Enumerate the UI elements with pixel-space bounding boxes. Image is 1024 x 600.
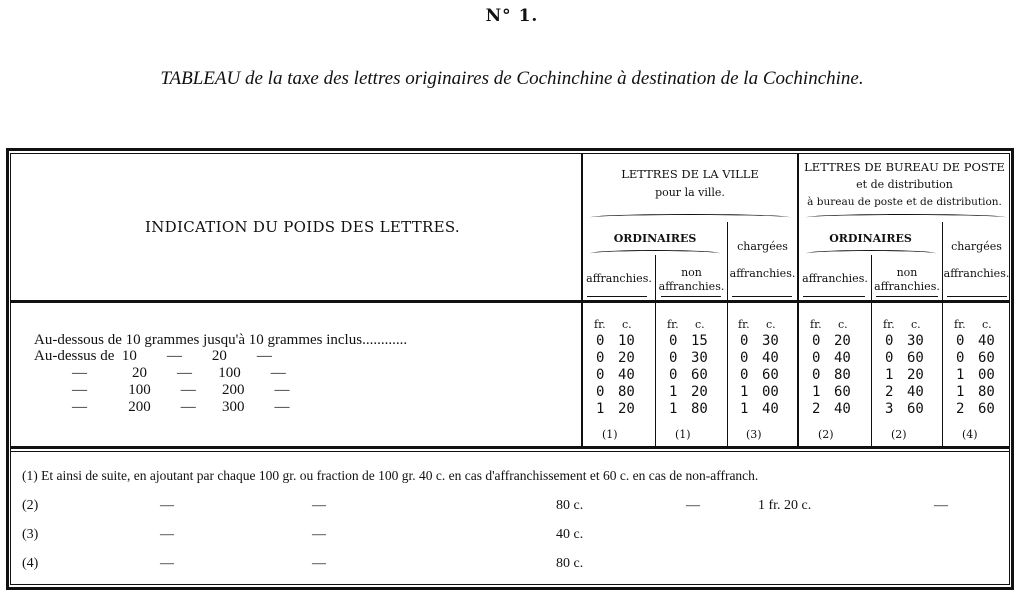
rate-centimes: 20 xyxy=(691,384,708,400)
col-chargees-affranchies: affranchies. xyxy=(943,267,1010,280)
rate-francs: 0 xyxy=(740,367,749,383)
unit-c-label: c. xyxy=(911,318,921,331)
rate-francs: 1 xyxy=(596,401,605,417)
group-title-bureau: LETTRES DE BUREAU DE POSTE xyxy=(804,160,1005,174)
rate-francs: 0 xyxy=(669,350,678,366)
group-brace xyxy=(806,214,1006,221)
rate-francs: 0 xyxy=(956,333,965,349)
divider xyxy=(10,446,1010,449)
column-note: (1) xyxy=(675,428,691,441)
unit-fr-label: fr. xyxy=(954,318,966,331)
rate-francs: 2 xyxy=(956,401,965,417)
divider xyxy=(10,451,1010,452)
rate-francs: 0 xyxy=(885,333,894,349)
column-note: (1) xyxy=(602,428,618,441)
unit-fr-label: fr. xyxy=(594,318,606,331)
rate-francs: 1 xyxy=(740,384,749,400)
rate-centimes: 30 xyxy=(907,333,924,349)
ditto-dash: — xyxy=(934,498,948,513)
column-note: (2) xyxy=(891,428,907,441)
rate-centimes: 60 xyxy=(978,350,995,366)
rate-centimes: 80 xyxy=(618,384,635,400)
column-note: (4) xyxy=(962,428,978,441)
ordinaires-brace xyxy=(590,250,720,257)
rate-centimes: 20 xyxy=(618,401,635,417)
ditto-dash: — xyxy=(160,498,174,513)
unit-c-label: c. xyxy=(838,318,848,331)
rate-centimes: 60 xyxy=(691,367,708,383)
rate-francs: 1 xyxy=(956,367,965,383)
rate-francs: 0 xyxy=(669,333,678,349)
rate-centimes: 80 xyxy=(978,384,995,400)
group-title-ville: LETTRES DE LA VILLE xyxy=(621,167,759,181)
column-rule xyxy=(803,296,865,297)
group-brace xyxy=(590,214,790,221)
unit-c-label: c. xyxy=(766,318,776,331)
footnote-num: (3) xyxy=(22,527,39,542)
column-rule xyxy=(661,296,721,297)
rate-centimes: 40 xyxy=(834,401,851,417)
column-rule xyxy=(587,296,647,297)
footnote-value: 40 c. xyxy=(556,527,584,542)
rate-centimes: 60 xyxy=(834,384,851,400)
rate-centimes: 40 xyxy=(978,333,995,349)
col-affranchies: affranchies. xyxy=(586,272,652,285)
rate-centimes: 40 xyxy=(618,367,635,383)
rate-francs: 0 xyxy=(596,384,605,400)
weight-row: Au-dessus de 10 — 20 — xyxy=(34,348,272,364)
divider xyxy=(10,300,1010,303)
rate-francs: 2 xyxy=(885,384,894,400)
rate-centimes: 15 xyxy=(691,333,708,349)
column-note: (2) xyxy=(818,428,834,441)
rate-francs: 1 xyxy=(956,384,965,400)
unit-c-label: c. xyxy=(695,318,705,331)
ditto-dash: — xyxy=(160,556,174,571)
footnote-num: (4) xyxy=(22,556,39,571)
rate-centimes: 20 xyxy=(834,333,851,349)
footnote-value: 80 c. xyxy=(556,556,584,571)
rate-francs: 0 xyxy=(956,350,965,366)
ditto-dash: — xyxy=(312,556,326,571)
document-title: TABLEAU de la taxe des lettres originaires de Cochinchine à destination de la Cochinchine. xyxy=(160,68,864,89)
ordinaires-label: ORDINAIRES xyxy=(829,232,912,245)
rate-francs: 2 xyxy=(812,401,821,417)
rate-centimes: 80 xyxy=(834,367,851,383)
weight-column-header: INDICATION DU POIDS DES LETTRES. xyxy=(145,218,461,236)
col-non-affranchies: non affranchies. xyxy=(658,266,725,293)
rate-francs: 1 xyxy=(669,401,678,417)
weight-row: — 100 — 200 — xyxy=(72,382,290,398)
unit-fr-label: fr. xyxy=(667,318,679,331)
footnote-value: 1 fr. 20 c. xyxy=(758,498,812,513)
footnote-value: 80 c. xyxy=(556,498,584,513)
col-affranchies: affranchies. xyxy=(802,272,868,285)
rate-francs: 0 xyxy=(596,333,605,349)
rate-francs: 0 xyxy=(596,367,605,383)
rate-centimes: 10 xyxy=(618,333,635,349)
ditto-dash: — xyxy=(160,527,174,542)
weight-row: — 20 — 100 — xyxy=(72,365,286,381)
rate-centimes: 80 xyxy=(691,401,708,417)
rate-francs: 0 xyxy=(812,350,821,366)
weight-row: — 200 — 300 — xyxy=(72,399,290,415)
column-note: (3) xyxy=(746,428,762,441)
ditto-dash: — xyxy=(686,498,700,513)
document-number: N° 1. xyxy=(485,6,539,26)
rate-centimes: 60 xyxy=(907,350,924,366)
unit-c-label: c. xyxy=(982,318,992,331)
ordinaires-label: ORDINAIRES xyxy=(613,232,697,245)
rate-francs: 3 xyxy=(885,401,894,417)
rate-francs: 0 xyxy=(596,350,605,366)
rate-francs: 1 xyxy=(812,384,821,400)
column-rule xyxy=(732,296,792,297)
rate-francs: 0 xyxy=(669,367,678,383)
rate-francs: 0 xyxy=(812,333,821,349)
rate-centimes: 20 xyxy=(907,367,924,383)
rate-francs: 1 xyxy=(669,384,678,400)
rate-centimes: 40 xyxy=(907,384,924,400)
unit-fr-label: fr. xyxy=(883,318,895,331)
rate-centimes: 00 xyxy=(762,384,779,400)
group-subtitle-bureau-1: et de distribution xyxy=(856,178,953,191)
rate-centimes: 40 xyxy=(834,350,851,366)
rate-centimes: 60 xyxy=(762,367,779,383)
ditto-dash: — xyxy=(312,527,326,542)
rate-centimes: 30 xyxy=(762,333,779,349)
unit-c-label: c. xyxy=(622,318,632,331)
rate-centimes: 40 xyxy=(762,350,779,366)
chargees-label: chargées xyxy=(951,240,1002,253)
col-chargees-affranchies: affranchies. xyxy=(729,267,796,280)
rate-centimes: 30 xyxy=(691,350,708,366)
group-subtitle-bureau-2: à bureau de poste et de distribution. xyxy=(807,196,1002,208)
rate-centimes: 20 xyxy=(618,350,635,366)
column-rule xyxy=(876,296,938,297)
ditto-dash: — xyxy=(312,498,326,513)
unit-fr-label: fr. xyxy=(810,318,822,331)
rate-francs: 1 xyxy=(885,367,894,383)
divider xyxy=(727,222,728,447)
ordinaires-brace xyxy=(806,250,936,257)
rate-centimes: 60 xyxy=(907,401,924,417)
rate-francs: 0 xyxy=(885,350,894,366)
group-subtitle-ville: pour la ville. xyxy=(655,186,725,199)
rate-francs: 0 xyxy=(740,333,749,349)
footnote-1: (1) Et ainsi de suite, en ajoutant par chaque 100 gr. ou fraction de 100 gr. 40 c. en cas d'affranchissement et 60 c. en cas de non-affranch. xyxy=(22,468,759,483)
rate-francs: 0 xyxy=(812,367,821,383)
divider xyxy=(942,222,943,447)
unit-fr-label: fr. xyxy=(738,318,750,331)
col-non-affranchies: non affranchies. xyxy=(874,266,940,293)
rate-centimes: 60 xyxy=(978,401,995,417)
rate-centimes: 40 xyxy=(762,401,779,417)
footnote-num: (2) xyxy=(22,498,39,513)
rate-centimes: 00 xyxy=(978,367,995,383)
column-rule xyxy=(947,296,1007,297)
rate-francs: 0 xyxy=(740,350,749,366)
chargees-label: chargées xyxy=(737,240,788,253)
rate-francs: 1 xyxy=(740,401,749,417)
weight-row: Au-dessous de 10 grammes jusqu'à 10 grammes inclus............ xyxy=(34,332,408,348)
